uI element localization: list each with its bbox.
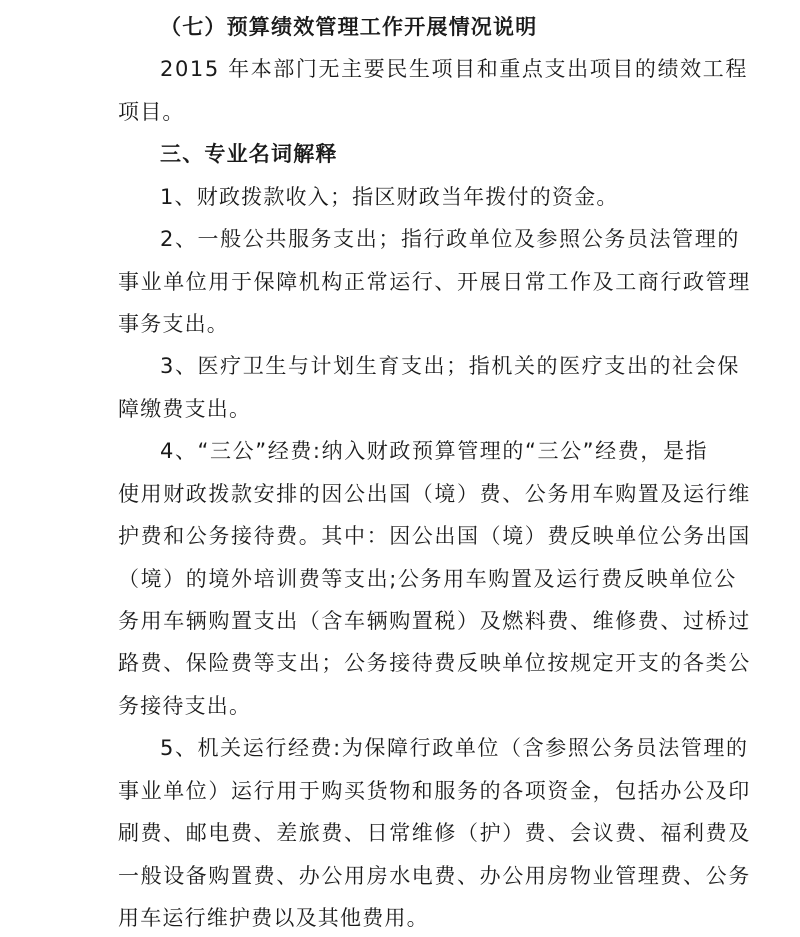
- term-agency-operation-line: 用车运行维护费以及其他费用。: [118, 906, 429, 930]
- term-three-public-line: 4、“三公”经费:纳入财政预算管理的“三公”经费，是指: [160, 439, 709, 463]
- term-medical-line: 3、医疗卫生与计划生育支出；指机关的医疗支出的社会保: [160, 354, 740, 378]
- term-public-service-line: 事务支出。: [118, 312, 229, 336]
- term-agency-operation-line: 事业单位）运行用于购买货物和服务的各项资金，包括办公及印: [118, 779, 751, 803]
- term-medical-line: 障缴费支出。: [118, 397, 252, 421]
- section-heading-budget-performance: （七）预算绩效管理工作开展情况说明: [160, 15, 538, 39]
- term-three-public-line: （境）的境外培训费等支出;公务用车购置及运行费反映单位公: [118, 567, 737, 591]
- term-three-public-line: 使用财政拨款安排的因公出国（境）费、公务用车购置及运行维: [118, 482, 751, 506]
- term-three-public-line: 护费和公务接待费。其中：因公出国（境）费反映单位公务出国: [118, 524, 751, 548]
- term-agency-operation-line: 刷费、邮电费、差旅费、日常维修（护）费、会议费、福利费及: [118, 821, 751, 845]
- section-heading-terms: 三、专业名词解释: [160, 142, 338, 166]
- term-public-service-line: 2、一般公共服务支出；指行政单位及参照公务员法管理的: [160, 227, 740, 251]
- term-fiscal-appropriation-line: 1、财政拨款收入；指区财政当年拨付的资金。: [160, 185, 619, 209]
- paragraph-line: 2015 年本部门无主要民生项目和重点支出项目的绩效工程: [160, 57, 748, 81]
- term-three-public-line: 务用车辆购置支出（含车辆购置税）及燃料费、维修费、过桥过: [118, 609, 751, 633]
- paragraph-line: 项目。: [118, 100, 185, 124]
- term-agency-operation-line: 5、机关运行经费:为保障行政单位（含参照公务员法管理的: [160, 736, 749, 760]
- term-public-service-line: 事业单位用于保障机构正常运行、开展日常工作及工商行政管理: [118, 270, 751, 294]
- term-three-public-line: 路费、保险费等支出；公务接待费反映单位按规定开支的各类公: [118, 651, 751, 675]
- term-three-public-line: 务接待支出。: [118, 694, 252, 718]
- term-agency-operation-line: 一般设备购置费、办公用房水电费、办公用房物业管理费、公务: [118, 864, 751, 888]
